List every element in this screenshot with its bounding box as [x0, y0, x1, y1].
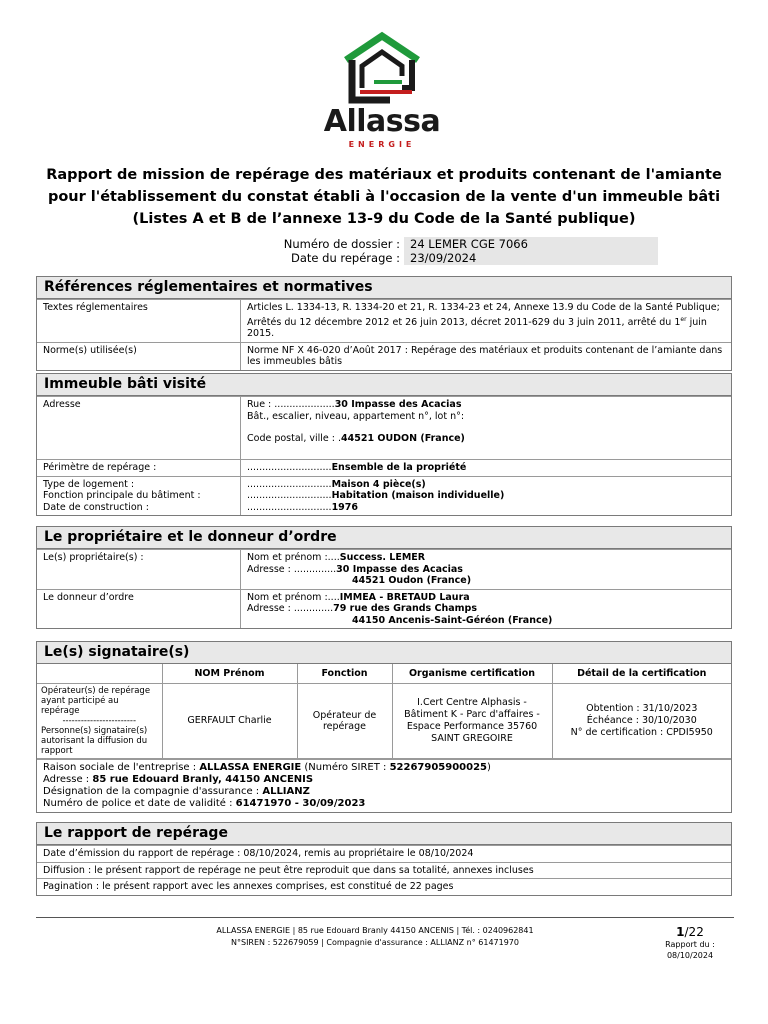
norme-value: Norme NF X 46-020 d’Août 2017 : Repérage des matériaux et produits contenant de l’amiante dans les immeubles bâtis	[247, 344, 723, 368]
empty-header	[37, 664, 162, 683]
logo-subtitle: ENERGIE	[348, 140, 416, 149]
signataire-organisme: I.Cert Centre Alphasis - Bâtiment K - Parc d'affaires - Espace Performance 35760 SAINT GREGOIRE	[392, 683, 552, 758]
rapport-diffusion: Diffusion : le présent rapport de repérage ne peut être reproduit que dans sa totalité, annexes incluses	[37, 862, 731, 879]
col-fonction-header: Fonction	[297, 664, 392, 683]
dossier-date-label: Date du repérage :	[291, 251, 400, 265]
col-nom-header: NOM Prénom	[162, 664, 297, 683]
echeance-date: Échéance : 30/10/2030	[586, 714, 697, 726]
adresse-label: Adresse	[37, 397, 241, 459]
donneur-adresse-value-2: 44150 Ancenis-Saint-Géréon (France)	[352, 614, 553, 626]
footer-divider	[36, 917, 734, 918]
assurance-prefix: Désignation de la compagnie d'assurance :	[43, 785, 263, 797]
donneur-label: Le donneur d’ordre	[37, 590, 241, 629]
proprietaire-section	[36, 526, 732, 629]
page-indicator	[650, 927, 730, 961]
page-total: /22	[684, 925, 704, 939]
role-operateur: Opérateur(s) de repérage ayant participé au repérage	[41, 685, 151, 716]
perimetre-row	[37, 459, 731, 476]
dossier-number-value: 24 LEMER CGE 7066	[410, 237, 528, 251]
role-cell	[37, 683, 162, 758]
rapport-pagination: Pagination : le présent rapport avec les annexes comprises, est constitué de 22 pages	[37, 878, 731, 895]
proprietaire-heading: Le propriétaire et le donneur d’ordre	[37, 527, 731, 549]
report-title: Rapport de mission de repérage des matériaux et produits contenant de l'amiante pour l'établissement du constat établi à l'occasion de la vente d'un immeuble bâti (Listes A et B de l’annexe 13-9 du Code de la Santé publique)	[46, 167, 722, 227]
donneur-nom-prefix: Nom et prénom :....	[247, 591, 340, 603]
rue-prefix: Rue : ....................	[247, 399, 335, 410]
immeuble-heading: Immeuble bâti visité	[37, 374, 731, 396]
rapport-section	[36, 822, 732, 896]
rapport-emission: Date d’émission du rapport de repérage : 08/10/2024, remis au propriétaire le 08/10/2024	[37, 845, 731, 862]
donneur-value	[241, 590, 731, 629]
type-label: Type de logement :	[43, 478, 135, 490]
references-heading: Références réglementaires et normatives	[37, 277, 731, 299]
entreprise-adresse-prefix: Adresse :	[43, 773, 93, 785]
entreprise-block	[37, 759, 731, 812]
type-value: Maison 4 pièce(s)	[331, 478, 426, 490]
signataires-section	[36, 641, 732, 813]
textes-sup: er	[680, 315, 687, 323]
proprietaire-row	[37, 549, 731, 589]
siret-value: 52267905900025	[389, 761, 488, 773]
role-separator: ------------------------	[62, 715, 137, 726]
col-detail-header: Détail de la certification	[552, 664, 731, 683]
col-organisme-header: Organisme certification	[392, 664, 552, 683]
perimetre-dots: ............................	[247, 462, 332, 473]
signataire-fonction: Opérateur de repérage	[297, 683, 392, 758]
proprietaire-value	[241, 550, 731, 589]
raison-prefix: Raison sociale de l'entreprise :	[43, 761, 200, 773]
footer-line-1: ALLASSA ENERGIE | 85 rue Edouard Branly 44150 ANCENIS | Tél. : 0240962841	[216, 926, 534, 935]
role-signataire: Personne(s) signataire(s) autorisant la diffusion du rapport	[41, 725, 148, 756]
fonction-dots: ............................	[247, 490, 332, 501]
type-dots: ............................	[247, 478, 332, 490]
rapport-du-label: Rapport du :	[665, 940, 715, 949]
footer-line-2: N°SIREN : 522679059 | Compagnie d'assurance : ALLIANZ n° 61471970	[231, 938, 519, 947]
signataire-row	[37, 683, 731, 758]
police-value: 61471970 - 30/09/2023	[235, 797, 366, 809]
adresse-row	[37, 396, 731, 459]
logement-values	[241, 477, 731, 516]
footer-text	[140, 925, 610, 949]
siret-prefix: (Numéro SIRET :	[301, 761, 390, 773]
proprietaire-label: Le(s) propriétaire(s) :	[37, 550, 241, 589]
company-logo	[318, 30, 446, 150]
dossier-labels	[200, 237, 400, 265]
textes-row	[37, 299, 731, 342]
norme-label: Norme(s) utilisée(s)	[37, 343, 241, 370]
house-logo-icon	[340, 30, 424, 106]
signataire-nom: GERFAULT Charlie	[162, 683, 297, 758]
fonction-label: Fonction principale du bâtiment :	[43, 490, 201, 501]
textes-value	[241, 300, 731, 342]
rapport-date: 08/10/2024	[666, 951, 714, 960]
raison-value: ALLASSA ENERGIE	[199, 761, 302, 773]
construction-dots: ............................	[247, 501, 332, 513]
rapport-heading: Le rapport de repérage	[37, 823, 731, 845]
dossier-number-label: Numéro de dossier :	[283, 237, 400, 251]
signataires-header-row	[37, 664, 731, 683]
obtention-date: Obtention : 31/10/2023	[586, 702, 698, 714]
prop-adresse-prefix: Adresse : ..............	[247, 563, 337, 575]
cp-prefix: Code postal, ville : .	[247, 433, 342, 444]
donneur-row	[37, 589, 731, 629]
logement-row	[37, 476, 731, 516]
signataires-heading: Le(s) signataire(s)	[37, 642, 731, 664]
page-number: 1	[676, 925, 685, 939]
prop-nom-value: Success. LEMER	[339, 552, 426, 563]
assurance-value: ALLIANZ	[262, 785, 310, 797]
norme-row	[37, 342, 731, 370]
donneur-adresse-prefix: Adresse : .............	[247, 603, 334, 614]
cp-value: 44521 OUDON (France)	[341, 433, 465, 444]
textes-text-end: juin 2015.	[247, 316, 707, 340]
signataires-table	[37, 664, 731, 759]
construction-label: Date de construction :	[43, 501, 149, 513]
dossier-date-value: 23/09/2024	[410, 251, 477, 265]
police-prefix: Numéro de police et date de validité :	[43, 797, 236, 809]
siret-suffix: )	[487, 761, 491, 773]
rue-value: 30 Impasse des Acacias	[334, 399, 462, 410]
logement-labels	[37, 477, 241, 516]
bat-line: Bât., escalier, niveau, appartement n°, lot n°:	[247, 410, 465, 422]
adresse-value	[241, 397, 731, 459]
fonction-value: Habitation (maison individuelle)	[331, 490, 505, 501]
logo-name: Allassa	[323, 104, 441, 139]
prop-adresse-value-2: 44521 Oudon (France)	[352, 575, 472, 586]
textes-label: Textes réglementaires	[37, 300, 241, 342]
donneur-adresse-value: 79 rue des Grands Champs	[333, 603, 478, 614]
certification-number: N° de certification : CPDI5950	[570, 726, 713, 738]
dossier-values	[404, 237, 658, 265]
perimetre-value	[241, 460, 731, 476]
construction-value: 1976	[331, 501, 359, 513]
textes-text: Articles L. 1334-13, R. 1334-20 et 21, R. 1334-23 et 24, Annexe 13.9 du Code de la Santé Publique; Arrêtés du 12 décembre 2012 et 26 juin 2013, décret 2011-629 du 3 juin 2011, arrêté du 1	[247, 302, 720, 328]
prop-adresse-value: 30 Impasse des Acacias	[336, 563, 463, 575]
perimetre-label: Périmètre de repérage :	[37, 460, 241, 476]
prop-nom-prefix: Nom et prénom :....	[247, 552, 340, 563]
signataire-detail	[552, 683, 731, 758]
immeuble-section	[36, 373, 732, 516]
perimetre-text: Ensemble de la propriété	[331, 462, 467, 473]
references-section	[36, 276, 732, 371]
donneur-nom-value: IMMEA - BRETAUD Laura	[339, 591, 470, 603]
entreprise-adresse-value: 85 rue Edouard Branly, 44150 ANCENIS	[92, 773, 314, 785]
